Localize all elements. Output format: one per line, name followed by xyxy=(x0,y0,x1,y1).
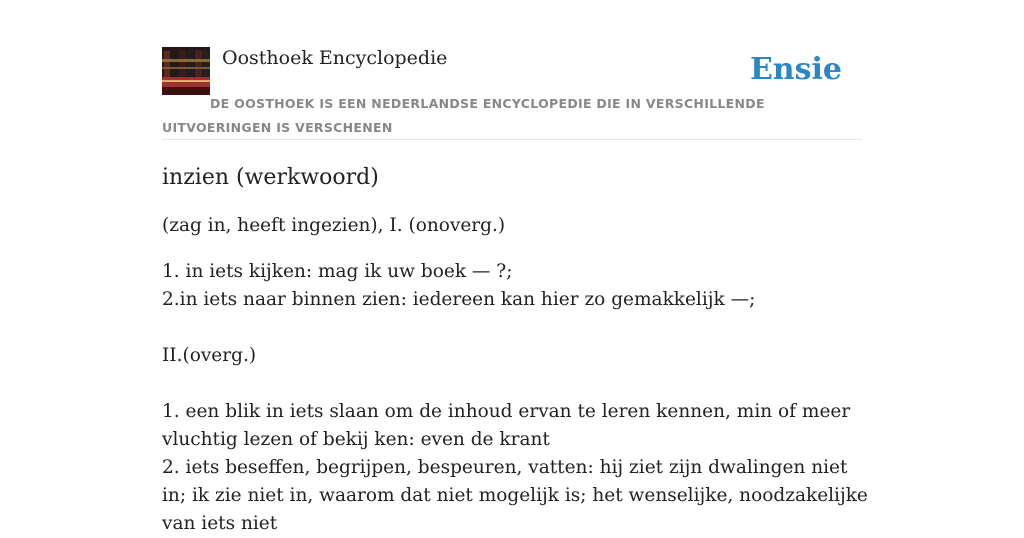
article-title: inzien (werkwoord) xyxy=(162,165,379,190)
article-grammar-note: (zag in, heeft ingezien), I. (onoverg.) xyxy=(162,215,506,236)
article xyxy=(162,160,872,538)
site-header xyxy=(162,46,862,140)
encyclopedia-books-icon xyxy=(162,47,210,95)
brand-logo[interactable]: Ensie xyxy=(749,52,842,87)
avatar[interactable] xyxy=(162,47,210,95)
article-definitions: 1. in iets kijken: mag ik uw boek — ?; 2.in iets naar binnen zien: iedereen kan hier zo gemakkelijk —; II.(overg.) 1. een blik in iets slaan om de inhoud ervan te leren kennen, min of meer vluchtig lezen of bekij ken: even de krant 2. iets beseffen, begrijpen, bespeuren, vatten: hij ziet zijn dwalingen niet in; ik zie niet in, waarom dat niet mogelijk is; het wenselijke, noodzakelijke van iets niet xyxy=(162,261,868,534)
site-name[interactable]: Oosthoek Encyclopedie xyxy=(222,47,448,69)
site-tagline: DE OOSTHOEK IS EEN NEDERLANDSE ENCYCLOPEDIE DIE IN VERSCHILLENDE UITVOERINGEN IS VERSCHENEN xyxy=(162,96,765,135)
